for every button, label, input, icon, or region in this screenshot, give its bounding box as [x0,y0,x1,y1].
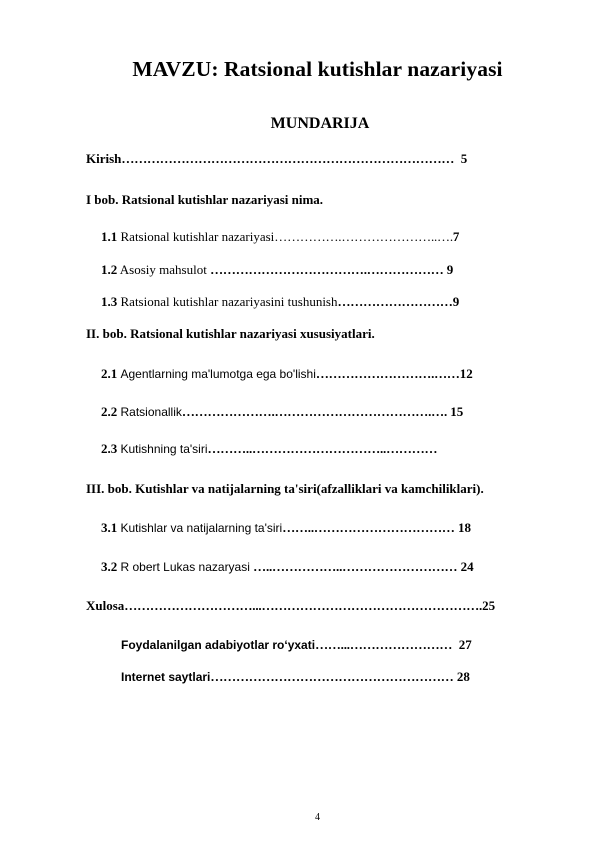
toc-entry-websites [121,669,470,685]
toc-chapter-1 [86,192,323,208]
toc-entry-label: Ratsional kutishlar nazariyasi [120,229,275,244]
toc-entry-number: 1.1 [101,229,118,244]
toc-entry-number: 2.3 [101,441,118,456]
toc-entry-number: 3.1 [101,520,118,535]
toc-leader-dots: …………….…………………..…. [274,229,453,244]
toc-entry-page: 9 [452,294,460,309]
toc-entry-2-2 [101,404,463,420]
toc-chapter-label: II. bob. Ratsional kutishlar nazariyasi xususiyatlari. [86,326,375,341]
toc-entry-number: 2.2 [101,404,118,419]
toc-chapter-label: I bob. Ratsional kutishlar nazariyasi nima. [86,192,324,207]
toc-entry-page: 27 [458,637,472,652]
toc-entry-label: Foydalanilgan adabiyotlar ro‘yxati [121,638,316,652]
toc-chapter-2 [86,326,375,342]
toc-entry-2-1 [101,366,473,382]
toc-entry-page: 18 [457,520,471,535]
toc-entry-label: Kutishlar va natijalarning ta'siri [120,521,283,535]
toc-entry-number: 1.3 [101,294,118,309]
toc-entry-references [121,637,472,653]
toc-entry-introduction [86,151,467,167]
toc-entry-1-3 [101,294,459,310]
toc-chapter-label: III. bob. Kutishlar va natijalarning ta'siri(afzalliklari va kamchiliklari). [86,481,484,496]
toc-entry-3-1 [101,520,471,536]
toc-entry-label: R obert Lukas nazaryasi [120,560,250,574]
toc-entry-number: 1.2 [101,262,118,277]
toc-entry-page: 12 [459,366,473,381]
toc-leader-dots: ……..…………………………… [282,520,455,535]
page-number: 4 [315,812,320,823]
toc-entry-conclusion [86,598,495,614]
toc-entry-label: Kirish [86,151,122,166]
toc-entry-label: Asosiy mahsulot [119,262,207,277]
toc-entry-label: Internet saytlari [121,670,211,684]
toc-entry-label: Agentlarning ma'lumotga ega bo'lishi [120,367,316,381]
toc-entry-page: 5 [460,151,468,166]
toc-entry-page: 15 [450,404,464,419]
toc-leader-dots: ……………………….…… [315,366,460,381]
toc-leader-dots: ………………………………………………… [210,669,454,684]
toc-leader-dots: ……………………… [337,294,453,309]
toc-leader-dots: ………………….……………………………….…. [181,404,448,419]
toc-entry-label: Xulosa [86,598,125,613]
toc-entry-page: 25 [482,598,496,613]
toc-entry-2-3 [101,441,437,457]
toc-entry-page: 24 [460,559,474,574]
toc-entry-number: 3.2 [101,559,118,574]
toc-entry-page: 28 [456,669,470,684]
toc-entry-1-1 [101,229,459,245]
toc-leader-dots: …………………………...……………………………………………. [124,598,483,613]
toc-entry-page: 7 [452,229,460,244]
toc-entry-label: Kutishning ta'siri [120,442,208,456]
toc-leader-dots: ……...…………………… [315,637,453,652]
toc-entry-1-2 [101,262,453,278]
toc-chapter-3 [86,481,484,497]
toc-heading: MUNDARIJA [270,115,370,132]
toc-entry-label: Ratsional kutishlar nazariyasini tushunish [120,294,338,309]
page-title: MAVZU: Ratsional kutishlar nazariyasi [132,57,503,81]
toc-leader-dots: ………..…………………………..………… [207,441,438,456]
toc-entry-label: Ratsionallik [120,405,182,419]
toc-entry-page: 9 [446,262,454,277]
toc-leader-dots: …..……………..……………………… [253,559,458,574]
toc-leader-dots: ……………………………….……………… [210,262,444,277]
toc-entry-number: 2.1 [101,366,118,381]
toc-entry-3-2 [101,559,474,575]
toc-leader-dots: …………………………………………………………………… [121,151,455,166]
